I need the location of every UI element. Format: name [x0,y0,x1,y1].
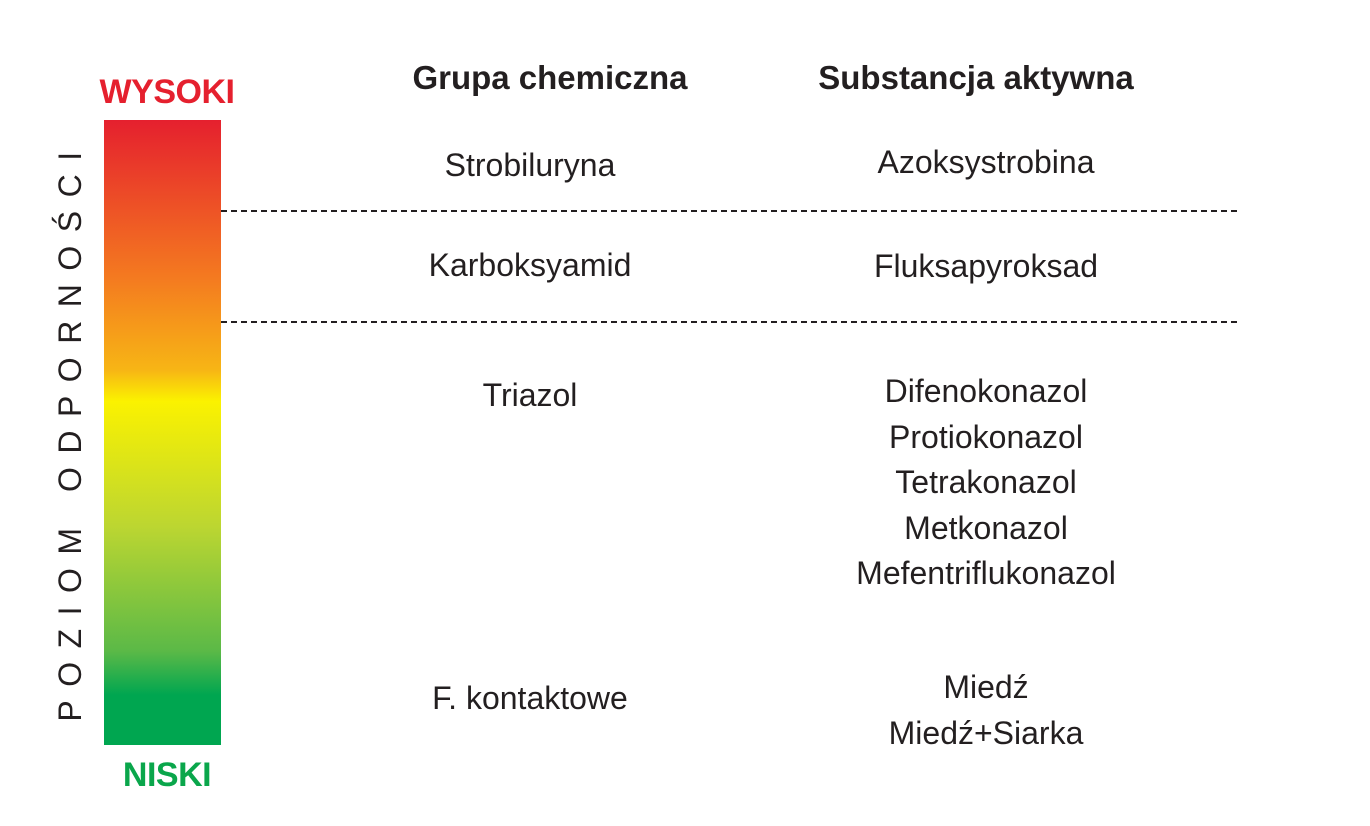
substance-name: Metkonazol [904,509,1068,546]
substance-name: Azoksystrobina [877,144,1095,180]
substance-name: Mefentriflukonazol [856,555,1116,591]
group-cell-strobilurin: Strobiluryna [444,147,616,183]
group-cell-carboxamide: Karboksyamid [428,247,632,283]
substance-cell-strobilurin [836,140,1136,186]
substance-name: Difenokonazol [884,373,1088,409]
column-header-substance: Substancja aktywna [818,59,1134,96]
substance-name: Tetrakonazol [895,464,1077,500]
group-cell-contact: F. kontaktowe [432,680,628,716]
high-level-label: WYSOKI [99,73,235,111]
resistance-gradient-bar [104,120,221,745]
row-divider [221,210,1237,212]
resistance-axis-title-text: POZIOM ODPORNOŚCI [52,138,88,722]
substance-cell-carboxamide [836,244,1136,290]
substance-cell-contact [836,665,1136,756]
substance-cell-triazole [836,369,1136,597]
substance-name: Fluksapyroksad [873,248,1099,284]
low-level-label: NISKI [122,756,212,794]
column-header-group: Grupa chemiczna [412,59,688,96]
row-divider [221,321,1237,323]
substance-name: Protiokonazol [889,418,1083,455]
group-cell-triazole: Triazol [482,377,578,413]
substance-name: Miedź+Siarka [888,714,1084,751]
substance-name: Miedź [943,669,1029,705]
